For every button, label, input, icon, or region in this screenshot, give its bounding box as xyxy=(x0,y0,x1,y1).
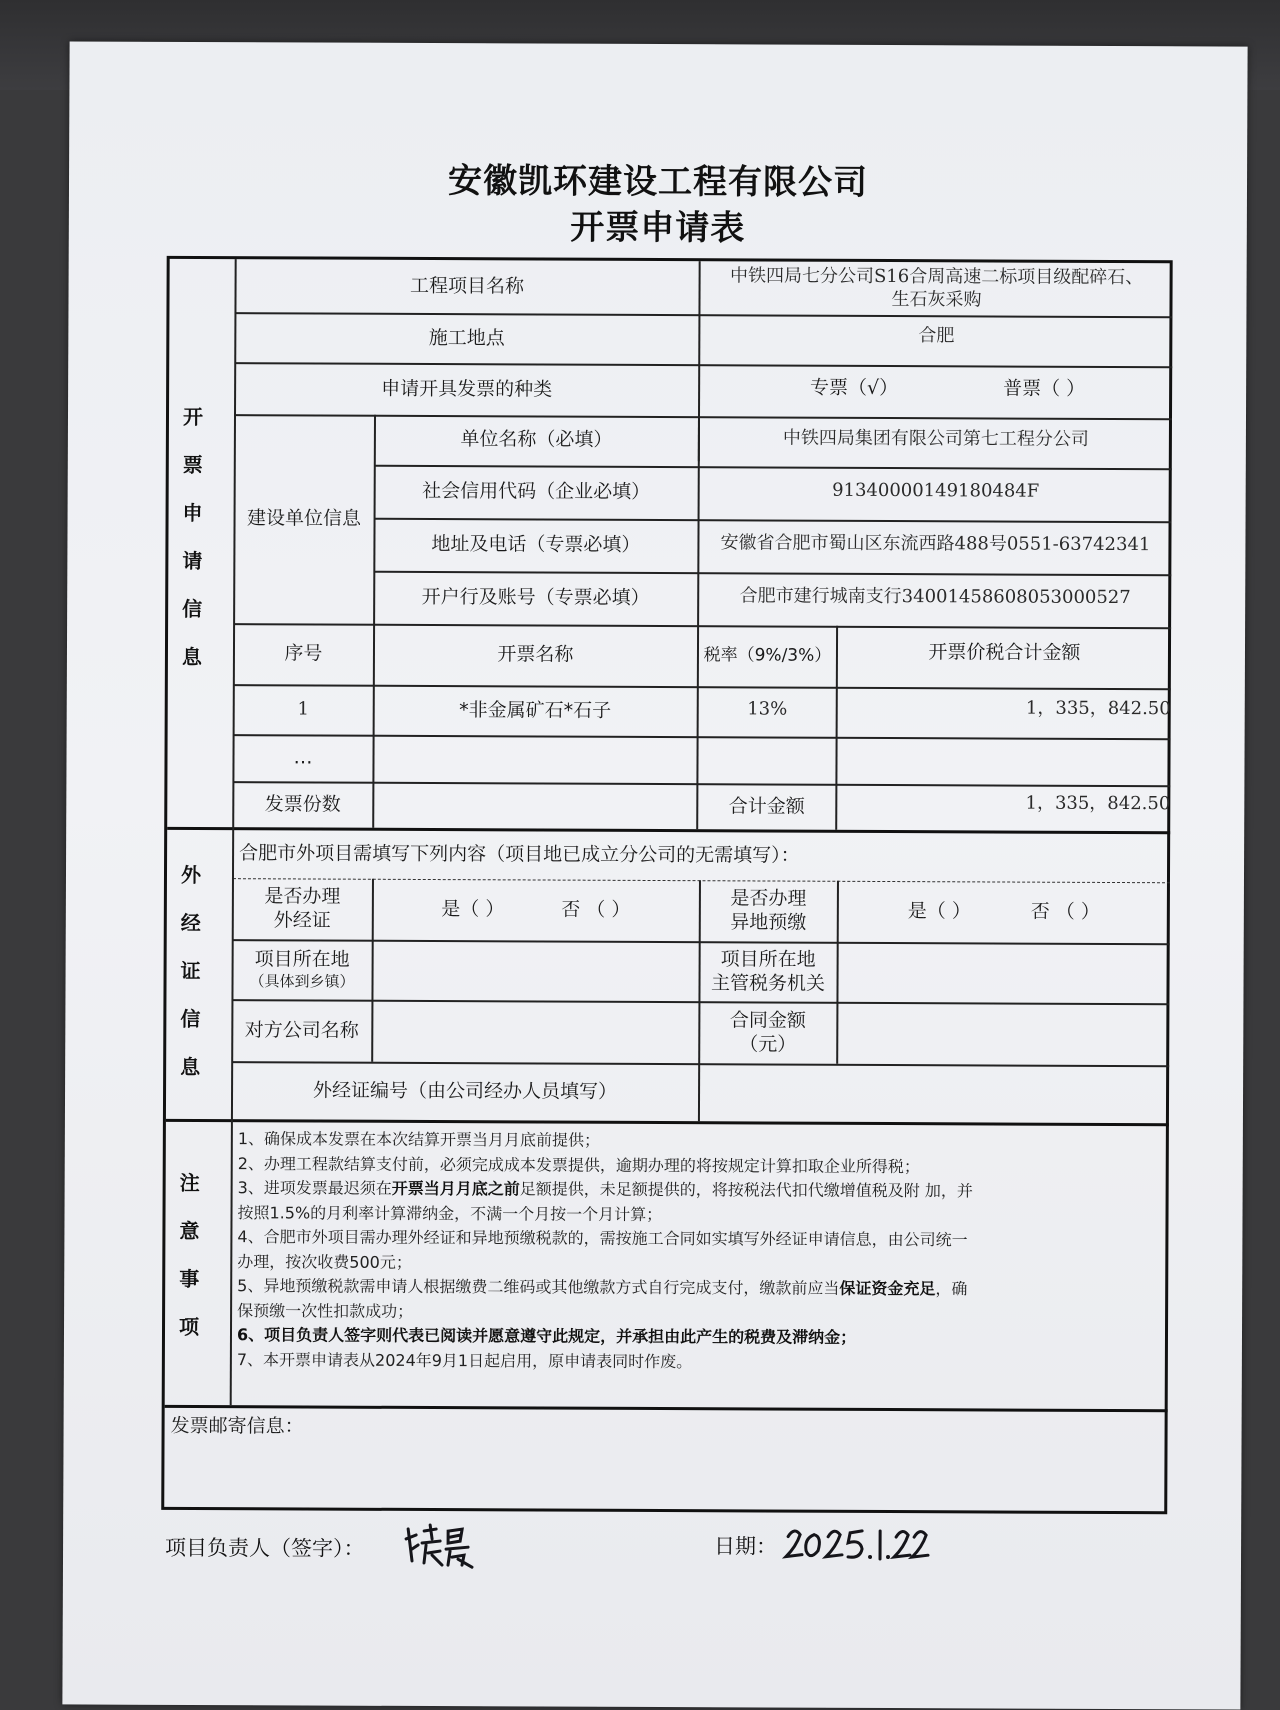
note-4a: 4、合肥市外项目需办理外经证和异地预缴税款的，需按施工合同如实填写外经证申请信息，由公司统一 xyxy=(237,1227,968,1250)
row2-seq[interactable]: … xyxy=(293,746,313,769)
bank-label: 开户行及账号（专票必填） xyxy=(421,586,650,610)
note-5a xyxy=(237,1274,972,1302)
tax-office-line-2: 主管税务机关 xyxy=(710,971,826,995)
notes-list xyxy=(237,1127,973,1375)
project-name-line-1: 中铁四局七分公司S16合周高速二标项目级配碎石、 xyxy=(729,265,1144,289)
date-label: 日期： xyxy=(714,1534,778,1559)
counterparty-label: 对方公司名称 xyxy=(244,1018,359,1042)
row1-seq[interactable]: 1 xyxy=(297,698,309,720)
section-divider xyxy=(165,1405,1168,1412)
credit-code-label: 社会信用代码（企业必填） xyxy=(422,480,651,504)
note-3b: 按照1.5%的月利率计算滞纳金，不满一个月按一个月计算； xyxy=(237,1202,663,1224)
counterparty-value[interactable] xyxy=(372,1001,698,1063)
total-value[interactable]: 1，335，842.50 xyxy=(1025,792,1171,815)
row1-name[interactable]: *非金属矿石*石子 xyxy=(459,698,612,722)
location-label xyxy=(232,940,371,1000)
note-5a-pre: 5、异地预缴税款需申请人根据缴费二维码或其他缴款方式自行完成支付，缴款前应当 xyxy=(237,1276,840,1298)
prepay-options xyxy=(838,882,1170,943)
note-3a xyxy=(238,1176,973,1204)
col-amount-header: 开票价税合计金额 xyxy=(928,641,1081,664)
invoice-count-label: 发票份数 xyxy=(264,792,341,816)
col-name-header: 开票名称 xyxy=(497,643,574,666)
contract-amount-label xyxy=(699,1002,836,1064)
prepay-label xyxy=(700,881,837,942)
prepay-yes-option[interactable]: 是（ ） xyxy=(907,900,971,923)
tax-office-label xyxy=(699,942,836,1002)
site-label: 施工地点 xyxy=(428,326,505,349)
section-label-notes: 注 意 事 项 xyxy=(178,1170,200,1340)
note-6 xyxy=(237,1323,972,1351)
project-name-line-2: 生石灰采购 xyxy=(891,288,982,310)
project-name-label: 工程项目名称 xyxy=(410,274,525,298)
sign-label: 项目负责人（签字）： xyxy=(165,1535,365,1561)
wjz-yes-option[interactable]: 是（ ） xyxy=(441,898,505,921)
credit-code-value[interactable]: 91340000149180484F xyxy=(832,479,1040,502)
location-line-2: （具体到乡镇） xyxy=(249,972,355,991)
location-value[interactable] xyxy=(372,941,698,1001)
address-label: 地址及电话（专票必填） xyxy=(431,533,641,557)
unit-name-value[interactable]: 中铁四局集团有限公司第七工程分公司 xyxy=(782,427,1089,451)
contract-amount-value[interactable] xyxy=(837,1003,1169,1065)
note-3a-post: 足额提供，未足额提供的，将按税法代扣代缴增值税及附 加，并 xyxy=(519,1179,973,1201)
note-4b: 办理，按次收费500元； xyxy=(237,1251,412,1272)
wjz-handle-line-1: 是否办理 xyxy=(264,885,341,908)
bank-value[interactable]: 合肥市建行城南支行34001458608053000527 xyxy=(739,585,1131,608)
form-title: 开票申请表 xyxy=(570,207,746,249)
paper-sheet xyxy=(62,41,1247,1709)
invoice-special-option[interactable]: 专票（√） xyxy=(810,376,899,399)
site-value[interactable]: 合肥 xyxy=(918,324,955,347)
prepay-no-option[interactable]: 否 （ ） xyxy=(1030,900,1100,924)
note-1: 1、确保成本发票在本次结算开票当月月底前提供； xyxy=(237,1129,601,1150)
mail-label: 发票邮寄信息： xyxy=(170,1415,304,1438)
note-5b: 保预缴一次性扣款成功； xyxy=(237,1300,414,1321)
note-5a-bold: 保证资金充足 xyxy=(839,1278,936,1299)
application-form xyxy=(161,256,1172,1514)
note-5a-post: ，确 xyxy=(935,1279,968,1299)
note-6-text: 6、项目负责人签字则代表已阅读并愿意遵守此规定，并承担由此产生的税费及滞纳金； xyxy=(236,1325,857,1347)
contract-amount-line-2: （元） xyxy=(739,1032,797,1056)
mail-info-field[interactable] xyxy=(170,1444,1160,1508)
tax-office-line-1: 项目所在地 xyxy=(720,948,816,971)
invoice-normal-option[interactable]: 普票（ ） xyxy=(1003,377,1086,400)
date-handwriting xyxy=(782,1523,932,1568)
invoice-type-label: 申请开具发票的种类 xyxy=(381,377,553,401)
row2-name[interactable] xyxy=(373,736,696,783)
unit-name-label: 单位名称（必填） xyxy=(460,428,613,451)
row1-rate[interactable]: 13% xyxy=(747,698,788,720)
wjz-handle-line-2: 外经证 xyxy=(273,909,331,932)
wjz-no-option[interactable]: 否 （ ） xyxy=(561,898,631,922)
wjz-intro: 合肥市外项目需填写下列内容（项目地已成立分公司的无需填写）： xyxy=(239,841,800,867)
row1-amount[interactable]: 1，335，842.50 xyxy=(1025,697,1171,719)
wjz-handle-options xyxy=(373,880,699,941)
company-title: 安徽凯环建设工程有限公司 xyxy=(447,161,869,203)
note-7: 7、本开票申请表从2024年9月1日起启用，原申请表同时作废。 xyxy=(236,1349,693,1371)
prepay-line-1: 是否办理 xyxy=(730,887,807,910)
col-seq-header: 序号 xyxy=(284,642,323,665)
wjz-handle-label xyxy=(233,879,372,940)
section-label-wjz: 外 经 证 信 息 xyxy=(180,862,202,1080)
wjz-no-label: 外经证编号（由公司经办人员填写） xyxy=(312,1079,618,1103)
project-name-value[interactable] xyxy=(700,261,1172,316)
location-line-1: 项目所在地 xyxy=(254,948,350,971)
note-3a-pre: 3、进项发票最迟须在 xyxy=(237,1178,392,1198)
builder-info-label: 建设单位信息 xyxy=(246,506,362,530)
note-2: 2、办理工程款结算支付前，必须完成成本发票提供，逾期办理的将按规定计算扣取企业所得税； xyxy=(237,1153,920,1176)
note-3a-bold: 开票当月月底之前 xyxy=(391,1178,520,1199)
section-label-apply: 开 票 申 请 信 息 xyxy=(181,404,204,670)
wjz-no-value[interactable] xyxy=(699,1064,1169,1123)
contract-amount-line-1: 合同金额 xyxy=(729,1009,806,1032)
tax-office-value[interactable] xyxy=(837,943,1169,1003)
address-value[interactable]: 安徽省合肥市蜀山区东流西路488号0551-63742341 xyxy=(720,532,1151,555)
col-rate-header: 税率（9%/3%） xyxy=(703,645,832,667)
prepay-line-2: 异地预缴 xyxy=(730,911,807,934)
total-label: 合计金额 xyxy=(728,794,805,818)
signature-handwriting xyxy=(402,1521,482,1569)
